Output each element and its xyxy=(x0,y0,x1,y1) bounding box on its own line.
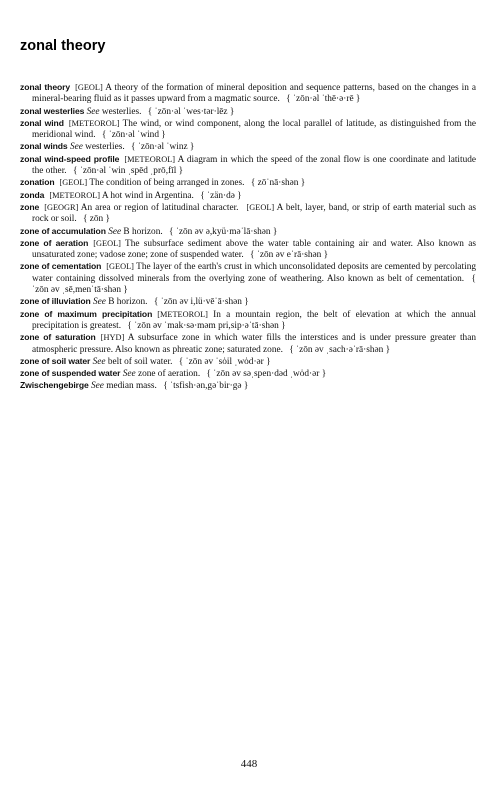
entry-pronunciation: { ˈzōn əv i,lü·vēˈā·shən } xyxy=(153,297,249,308)
see-reference: See xyxy=(108,226,122,237)
entry-definition: B horizon. xyxy=(123,226,163,237)
subject-label: [GEOGR] xyxy=(44,202,79,212)
entry-pronunciation: { ˈzōn·əl ˈwinz } xyxy=(131,142,195,153)
dictionary-entry xyxy=(20,296,476,308)
page-number: 448 xyxy=(240,758,258,770)
entry-pronunciation: { ˈzōn əv eˈrā·shən } xyxy=(250,250,329,261)
subject-label: [GEOL] xyxy=(59,178,88,188)
dictionary-entry xyxy=(20,356,476,368)
entry-pronunciation: { ˈzōn əv ˌsē,menˈtā·shən } xyxy=(32,273,476,296)
dictionary-entry xyxy=(20,118,476,142)
entry-definition: The layer of the earth's crust in which unconsolidated deposits are cemented by percolating water containing dissolved minerals from the overlying zone of weathering. Also known as belt of cementation. xyxy=(32,262,476,284)
entry-headword: zone xyxy=(20,201,40,212)
entry-pronunciation: { ˈzōn·əl ˈwin ˌspēd ˌprō,fīl } xyxy=(72,166,184,177)
entry-definition: B horizon. xyxy=(108,297,148,308)
entry-definition: The wind, or wind component, along the local parallel of latitude, as distinguished from the meridional wind. xyxy=(32,118,477,141)
entry-headword: zone of aeration xyxy=(20,237,89,248)
entry-headword: zonal winds xyxy=(20,141,68,152)
entry-definition: A subsurface zone in which water fills the interstices and is under pressure greater than atmospheric pressure. Also known as phreatic zone; saturated zone. xyxy=(32,333,476,355)
entry-headword: zone of cementation xyxy=(20,261,102,272)
subject-label: [METEOROL] xyxy=(157,309,208,319)
see-reference: See xyxy=(93,297,106,308)
see-reference: See xyxy=(91,381,104,392)
see-reference: See xyxy=(122,369,136,380)
subject-label: [METEOROL] xyxy=(124,154,176,164)
entry-pronunciation: { ˈzōn əv səˌspen·dəd ˌwȯd·ər } xyxy=(206,369,327,380)
dictionary-entry xyxy=(20,154,476,178)
dictionary-entry xyxy=(20,190,476,202)
dictionary-entry xyxy=(20,226,476,238)
entry-headword: zone of saturation xyxy=(20,332,96,343)
dictionary-entries xyxy=(20,82,476,393)
entry-headword: zone of suspended water xyxy=(20,368,121,379)
subject-label: [GEOL] xyxy=(93,238,121,248)
entry-definition: belt of soil water. xyxy=(107,356,173,367)
dictionary-entry xyxy=(20,309,476,333)
entry-headword: zonation xyxy=(20,177,55,188)
subject-label: [HYD] xyxy=(100,333,125,343)
entry-definition: median mass. xyxy=(106,381,157,392)
subject-label: [METEOROL] xyxy=(49,190,101,200)
entry-pronunciation: { ˈzōn əv ˌsach·əˈrā·shən } xyxy=(289,344,391,355)
entry-definition: In a mountain region, the belt of elevation at which the annual precipitation is greatest. xyxy=(32,309,477,331)
dictionary-entry xyxy=(20,82,476,106)
dictionary-entry xyxy=(20,261,476,296)
dictionary-entry xyxy=(20,141,476,153)
subject-label: [GEOL] xyxy=(75,83,103,92)
entry-definition: A theory of the formation of mineral deposition and sequence patterns, based on the changes in a mineral-bearing fluid as it passes upward from a magmatic source. xyxy=(32,83,477,105)
entry-definition: A diagram in which the speed of the zonal flow is one coordinate and latitude the other. xyxy=(32,154,476,177)
running-head: zonal theory xyxy=(20,38,106,54)
entry-definition: westerlies. xyxy=(101,106,142,117)
entry-headword: zone of maximum precipitation xyxy=(20,308,153,319)
dictionary-entry xyxy=(20,368,476,380)
entry-definition: The subsurface sediment above the water table containing air and water. Also known as unsaturated zone; vadose zone; zone of suspended water. xyxy=(32,238,477,261)
entry-definition: zone of aeration. xyxy=(137,369,201,380)
subject-label: [METEOROL] xyxy=(68,118,120,128)
entry-definition: An area or region of latitudinal character. xyxy=(80,202,239,213)
entry-definition: A belt, layer, band, or strip of earth material such as rock or soil. xyxy=(32,202,476,225)
subject-label: [GEOL] xyxy=(246,202,275,212)
entry-headword: zonal wind-speed profile xyxy=(20,153,120,164)
dictionary-entry xyxy=(20,177,476,189)
entry-headword: zonda xyxy=(20,189,45,200)
entry-pronunciation: { zōˈnā·shən } xyxy=(250,178,306,189)
entry-headword: zonal westerlies xyxy=(20,105,85,116)
entry-headword: zonal wind xyxy=(20,117,64,128)
subject-label: [GEOL] xyxy=(106,262,134,272)
dictionary-entry xyxy=(20,332,476,356)
entry-headword: zone of soil water xyxy=(20,355,91,366)
entry-pronunciation: { ˈzän·də } xyxy=(200,190,242,201)
entry-definition: The condition of being arranged in zones. xyxy=(89,178,245,189)
see-reference: See xyxy=(86,106,100,117)
entry-pronunciation: { zōn } xyxy=(83,214,110,225)
entry-pronunciation: { ˈzōn·əl ˈthē·ə·rē } xyxy=(286,94,361,105)
entry-definition: westerlies. xyxy=(85,142,125,153)
entry-definition: A hot wind in Argentina. xyxy=(101,190,194,201)
entry-headword: Zwischengebirge xyxy=(20,380,89,391)
dictionary-entry xyxy=(20,380,476,392)
entry-pronunciation: { ˈzōn·əl ˈwes·tər·lēz } xyxy=(147,106,235,117)
dictionary-entry xyxy=(20,106,476,118)
entry-headword: zone of accumulation xyxy=(20,225,106,236)
entry-headword: zone of illuviation xyxy=(20,296,91,307)
entry-pronunciation: { ˈzōn əv ˈsȯil ˌwȯd·ər } xyxy=(178,356,271,367)
dictionary-entry xyxy=(20,202,476,226)
entry-pronunciation: { ˈzōn əv ə,kyü·məˈlā·shən } xyxy=(169,226,278,237)
entry-pronunciation: { ˈzōn əv ˈmak·sə·məm pri,sip·əˈtā·shən } xyxy=(127,320,286,331)
entry-headword: zonal theory xyxy=(20,82,71,92)
see-reference: See xyxy=(92,356,106,367)
entry-pronunciation: { ˈtsfish·ən,gəˈbir·gə } xyxy=(163,381,249,392)
dictionary-entry xyxy=(20,238,476,262)
see-reference: See xyxy=(69,142,83,153)
entry-pronunciation: { ˈzōn·əl ˈwind } xyxy=(101,130,166,141)
